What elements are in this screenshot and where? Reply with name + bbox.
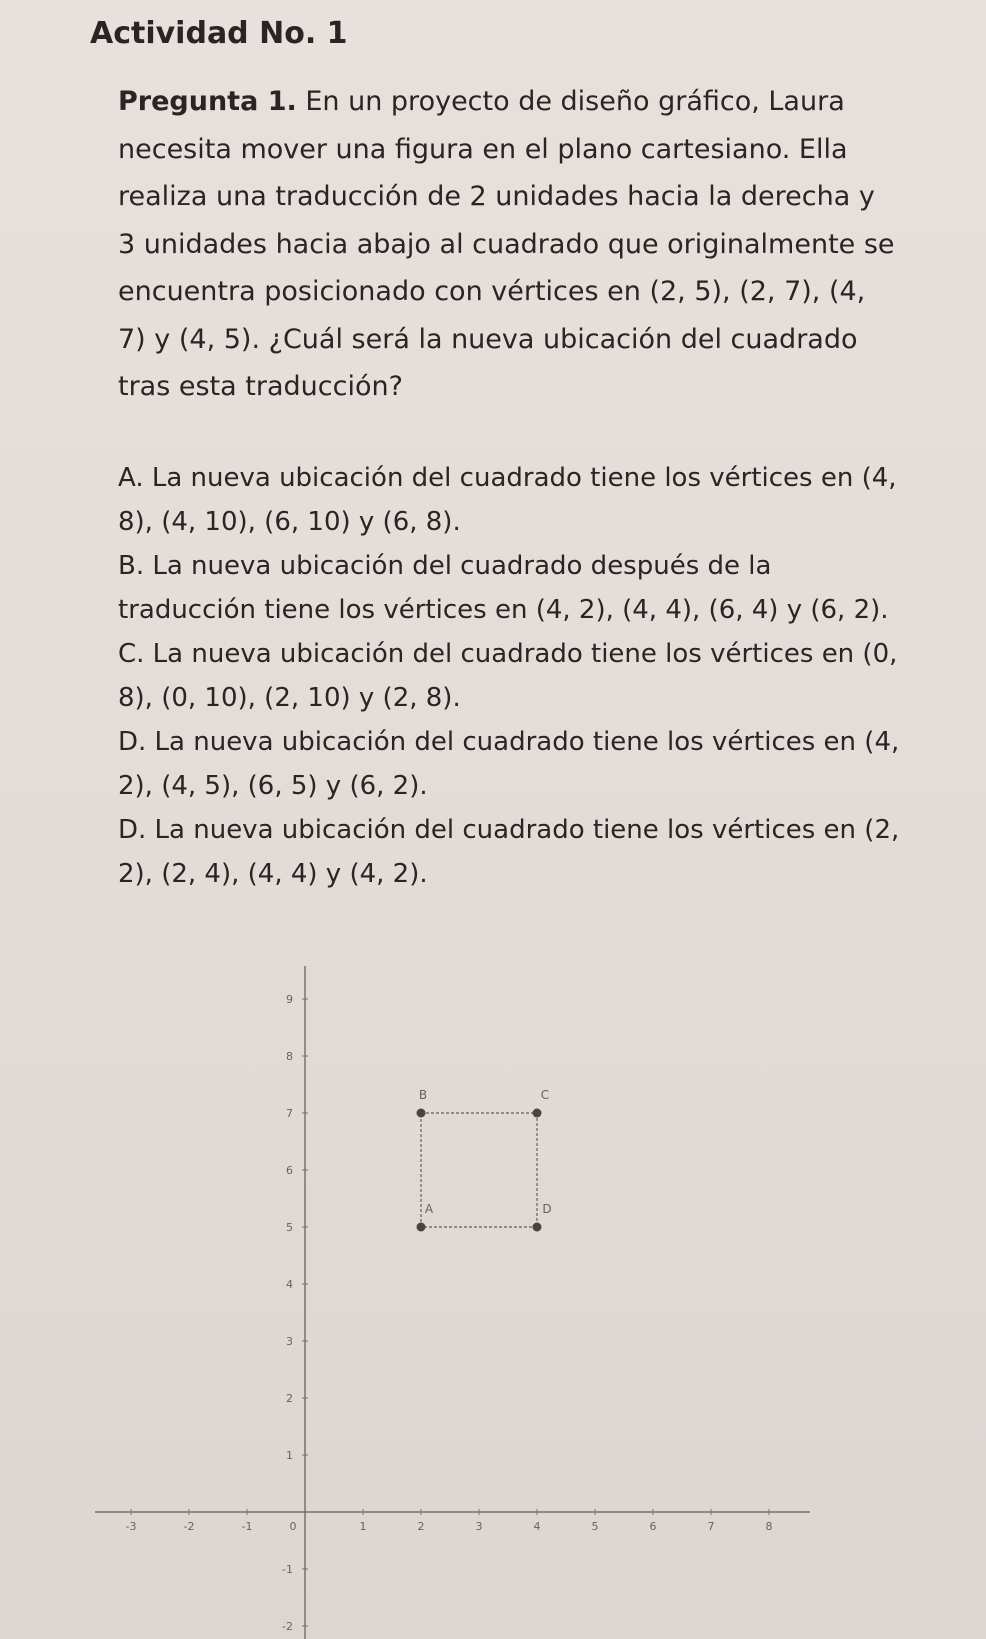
question-block	[118, 78, 898, 411]
answer-options	[118, 456, 908, 896]
x-tick-label: 0	[289, 1520, 297, 1533]
option-a: A. La nueva ubicación del cuadrado tiene los vértices en (4, 8), (4, 10), (6, 10) y (6, 8).	[118, 463, 897, 537]
x-tick-label: 8	[765, 1520, 773, 1533]
x-tick-label: 7	[707, 1520, 715, 1533]
activity-title: Actividad No. 1	[90, 16, 348, 51]
vertex-label: C	[540, 1088, 550, 1102]
x-tick-label: -3	[125, 1520, 137, 1533]
x-tick-label: -1	[241, 1520, 253, 1533]
vertex-label: B	[418, 1088, 428, 1102]
square-figure	[417, 1088, 552, 1232]
question-text: En un proyecto de diseño gráfico, Laura necesita mover una figura en el plano cartesiano. Ella realiza una traducción de 2 unidades hacia la derecha y 3 unidades hacia abajo al cuadrado que originalmente se encuentra posicionado con vértices en (2, 5), (2, 7), (4, 7) y (4, 5). ¿Cuál será la nueva ubicación del cuadrado tras esta traducción?	[118, 86, 895, 402]
y-tick-label: 7	[286, 1107, 293, 1120]
x-tick-label: 6	[649, 1520, 657, 1533]
x-tick-label: 2	[417, 1520, 425, 1533]
y-tick-label: -1	[282, 1563, 293, 1576]
y-tick-label: 8	[286, 1050, 293, 1063]
cartesian-plane	[0, 960, 986, 1639]
y-tick-label: 9	[286, 993, 293, 1006]
vertex-point-c	[533, 1109, 542, 1118]
vertex-point-d	[533, 1223, 542, 1232]
option-d-second: D. La nueva ubicación del cuadrado tiene los vértices en (2, 2), (2, 4), (4, 4) y (4, 2).	[118, 815, 900, 889]
vertex-point-b	[417, 1109, 426, 1118]
option-d: D. La nueva ubicación del cuadrado tiene los vértices en (4, 2), (4, 5), (6, 5) y (6, 2).	[118, 727, 900, 801]
x-tick-label: 4	[533, 1520, 541, 1533]
y-tick-label: 6	[286, 1164, 293, 1177]
y-tick-label: 3	[286, 1335, 293, 1348]
x-tick-label: -2	[183, 1520, 195, 1533]
y-tick-label: -2	[282, 1620, 293, 1633]
y-tick-label: 1	[286, 1449, 293, 1462]
vertex-point-a	[417, 1223, 426, 1232]
option-c: C. La nueva ubicación del cuadrado tiene los vértices en (0, 8), (0, 10), (2, 10) y (2, 8).	[118, 639, 898, 713]
y-tick-labels	[282, 993, 308, 1633]
x-tick-label: 3	[475, 1520, 483, 1533]
option-b: B. La nueva ubicación del cuadrado después de la traducción tiene los vértices en (4, 2), (4, 4), (6, 4) y (6, 2).	[118, 551, 889, 625]
vertex-label: A	[424, 1202, 434, 1216]
y-tick-label: 5	[286, 1221, 293, 1234]
x-tick-label: 1	[359, 1520, 367, 1533]
x-tick-label: 5	[591, 1520, 599, 1533]
question-label: Pregunta 1.	[118, 86, 297, 117]
vertex-label: D	[542, 1202, 552, 1216]
y-tick-label: 2	[286, 1392, 293, 1405]
y-tick-label: 4	[286, 1278, 293, 1291]
